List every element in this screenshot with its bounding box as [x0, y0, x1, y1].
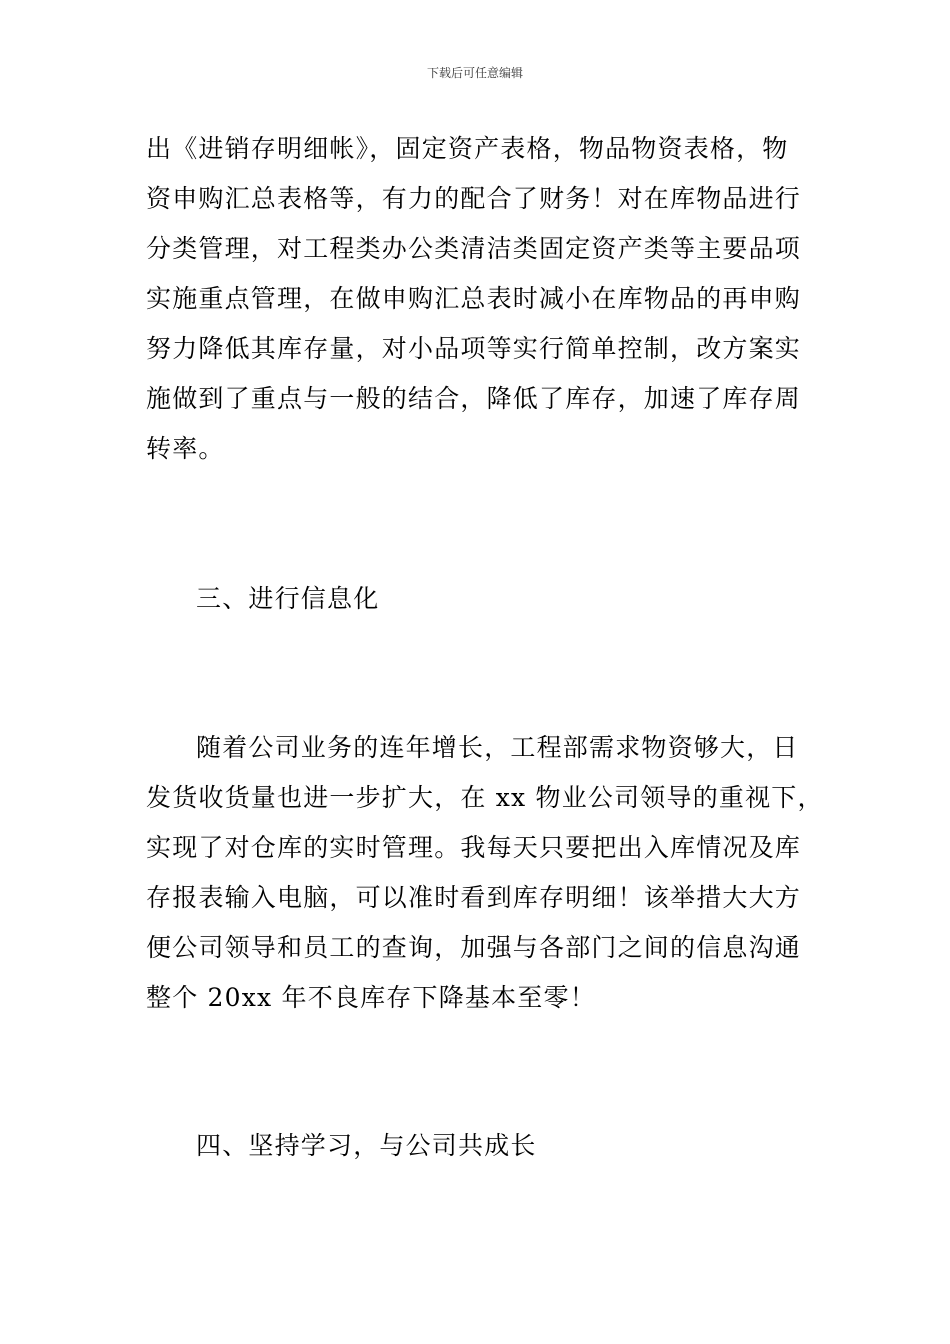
paragraph-line: 随着公司业务的连年增长，工程部需求物资够大，日: [196, 733, 799, 762]
paragraph-line: 努力降低其库存量，对小品项等实行简单控制，改方案实: [146, 334, 802, 363]
page-header: 下载后可任意编辑: [426, 66, 523, 80]
paragraph-line: 存报表输入电脑，可以准时看到库存明细！该举措大大方: [146, 883, 802, 912]
paragraph-line: 转率。: [146, 434, 225, 463]
section-heading-learning: 四、坚持学习，与公司共成长: [196, 1131, 537, 1160]
paragraph-line: 便公司领导和员工的查询，加强与各部门之间的信息沟通: [146, 933, 802, 962]
paragraph-line: 资申购汇总表格等，有力的配合了财务！对在库物品进行: [146, 184, 802, 213]
paragraph-line: 发货收货量也进一步扩大，在 xx 物业公司领导的重视下，: [146, 783, 824, 812]
paragraph-line: 实施重点管理，在做申购汇总表时减小在库物品的再申购: [146, 284, 802, 313]
paragraph-line: 出《进销存明细帐》，固定资产表格，物品物资表格，物: [146, 134, 789, 163]
paragraph-line: 实现了对仓库的实时管理。我每天只要把出入库情况及库: [146, 833, 802, 862]
paragraph-line: 整个 20xx 年不良库存下降基本至零！: [146, 983, 596, 1012]
paragraph-line: 分类管理，对工程类办公类清洁类固定资产类等主要品项: [146, 234, 802, 263]
paragraph-line: 施做到了重点与一般的结合，降低了库存，加速了库存周: [146, 384, 802, 413]
section-heading-informatization: 三、进行信息化: [196, 584, 380, 613]
